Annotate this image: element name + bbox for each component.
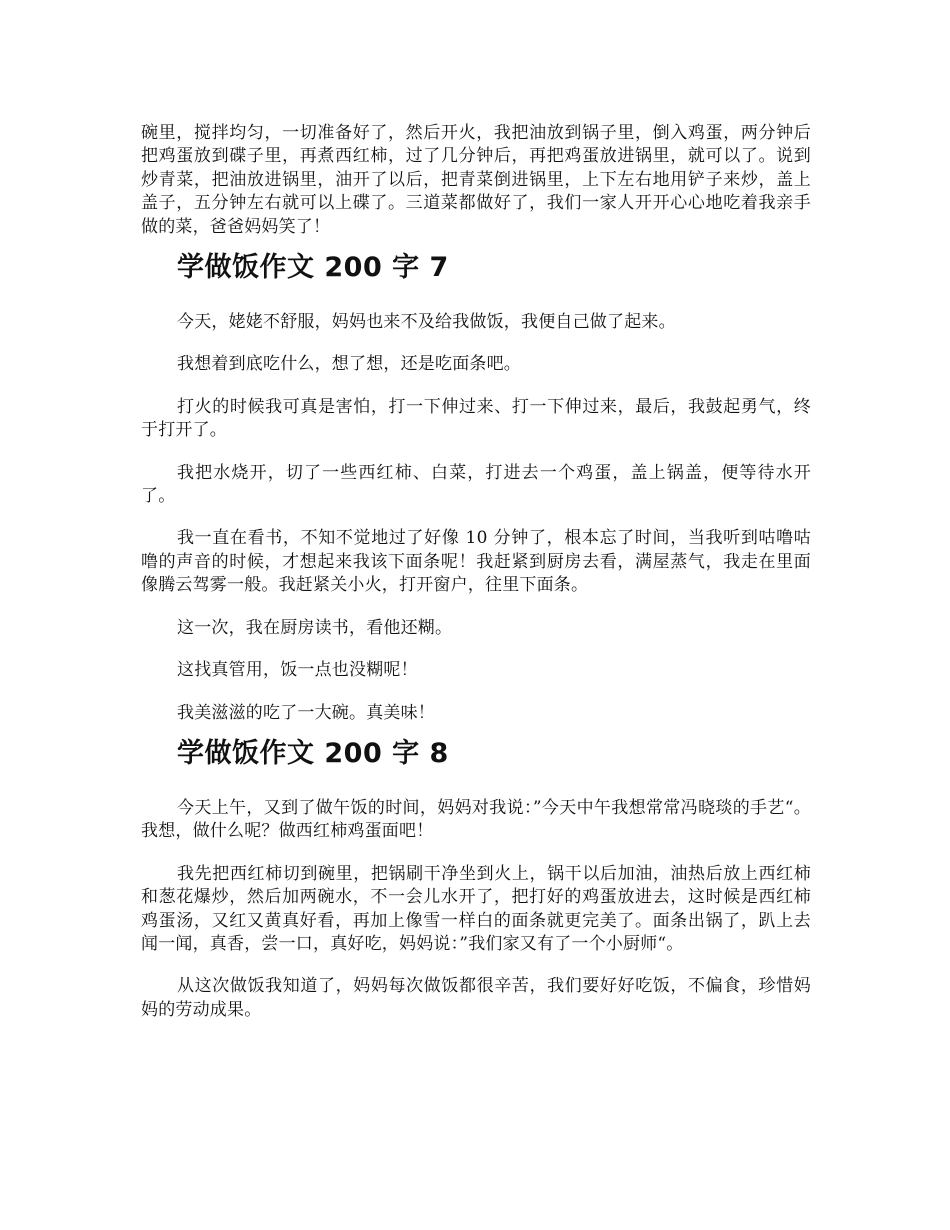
paragraph: 我先把西红柿切到碗里，把锅刷干净坐到火上，锅干以后加油，油热后放上西红柿和葱花爆炒，然后加两碗水，不一会儿水开了，把打好的鸡蛋放进去，这时候是西红柿鸡蛋汤，又红又黄真好看，再加上像雪一样白的面条就更完美了。面条出锅了，趴上去闻一闻，真香，尝一口，真好吃，妈妈说：”我们家又有了一个小厨师“。: [141, 863, 811, 954]
paragraph: 我想着到底吃什么，想了想，还是吃面条吧。: [177, 354, 521, 375]
paragraph: 打火的时候我可真是害怕，打一下伸过来、打一下伸过来，最后，我鼓起勇气，终于打开了。: [141, 396, 811, 441]
paragraph: 我一直在看书，不知不觉地过了好像 10 分钟了，根本忘了时间，当我听到咕噜咕噜的声音的时候，才想起来我该下面条呢！我赶紧到厨房去看，满屋蒸气，我走在里面像腾云驾雾一般。我赶紧关小火，打开窗户，往里下面条。: [141, 528, 811, 596]
section-heading-7: 学做饭作文 200 字 7: [177, 252, 449, 284]
paragraph: 从这次做饭我知道了，妈妈每次做饭都很辛苦，我们要好好吃饭，不偏食，珍惜妈妈的劳动成果。: [141, 976, 811, 1020]
section-heading-8: 学做饭作文 200 字 8: [177, 737, 449, 769]
paragraph: 这找真管用，饭一点也没糊呢！: [177, 660, 418, 681]
paragraph: 这一次，我在厨房读书，看他还糊。: [177, 617, 453, 638]
paragraph: 今天，姥姥不舒服，妈妈也来不及给我做饭，我便自己做了起来。: [177, 312, 676, 333]
paragraph: 我把水烧开，切了一些西红柿、白菜，打进去一个鸡蛋，盖上锅盖，便等待水开了。: [141, 462, 811, 507]
paragraph: 今天上午，又到了做午饭的时间，妈妈对我说：”今天中午我想常常冯晓琰的手艺“。我想，做什么呢？做西红柿鸡蛋面吧！: [141, 797, 811, 842]
intro-paragraph: 碗里，搅拌均匀，一切准备好了，然后开火，我把油放到锅子里，倒入鸡蛋，两分钟后把鸡蛋放到碟子里，再煮西红柿，过了几分钟后，再把鸡蛋放进锅里，就可以了。说到炒青菜，把油放进锅里，油开了以后，把青菜倒进锅里，上下左右地用铲子来炒，盖上盖子，五分钟左右就可以上碟了。三道菜都做好了，我们一家人开开心心地吃着我亲手做的菜，爸爸妈妈笑了！: [141, 123, 811, 237]
document-body: [141, 122, 811, 1022]
paragraph: 我美滋滋的吃了一大碗。真美味！: [177, 702, 435, 723]
